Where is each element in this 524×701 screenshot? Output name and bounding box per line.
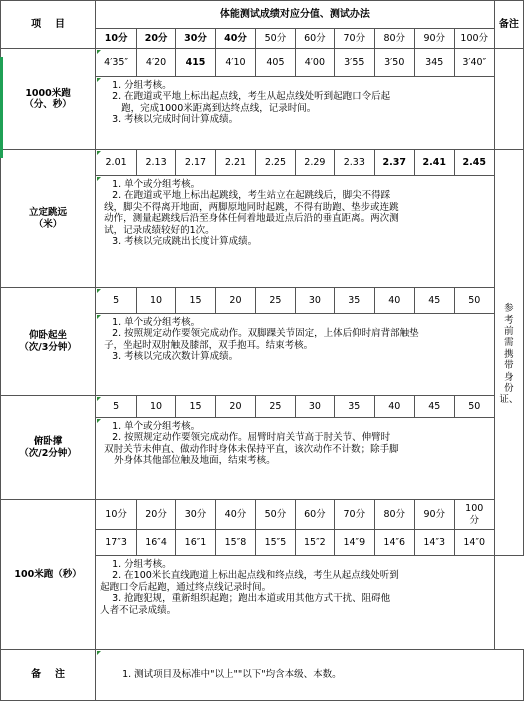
run100-value: 15″2 bbox=[295, 530, 334, 556]
desc-line: 起跑口令后起跑，通过终点线记录时间。 bbox=[100, 581, 272, 593]
side-note: 参 考 前 需 携 带 身 份 证、 bbox=[494, 150, 523, 556]
jump-value: 2.25 bbox=[255, 150, 295, 176]
desc-line: 2. 按照规定动作要领完成动作。双脚踝关节固定，上体后仰时肩背部触垫 bbox=[112, 328, 419, 340]
desc-line: 子，坐起时双肘触及膝部，双手抱耳。结束考核。 bbox=[104, 339, 314, 351]
situp-value: 40 bbox=[374, 288, 414, 314]
run100-value: 14″0 bbox=[454, 530, 494, 556]
situp-value: 45 bbox=[414, 288, 454, 314]
pushup-value: 30 bbox=[295, 396, 334, 418]
run1000-value: 4′35″ bbox=[96, 49, 137, 77]
jump-value: 2.01 bbox=[96, 150, 137, 176]
run100-score: 100分 bbox=[454, 500, 494, 530]
remark-cell bbox=[494, 49, 523, 150]
pushup-value: 40 bbox=[374, 396, 414, 418]
desc-line: 人者不记录成绩。 bbox=[100, 604, 177, 616]
jump-value: 2.21 bbox=[215, 150, 255, 176]
pushup-value: 5 bbox=[96, 396, 137, 418]
situp-value: 5 bbox=[96, 288, 137, 314]
desc-line: 2. 在100米长直线跑道上标出起点线和终点线，考生从起点线处听到 bbox=[112, 570, 399, 582]
score-header: 20分 bbox=[137, 29, 176, 49]
run1000-value: 345 bbox=[414, 49, 454, 77]
pushup-label: 俯卧撑 （次/2分钟） bbox=[1, 396, 96, 500]
score-header: 50分 bbox=[255, 29, 295, 49]
run100-score: 20分 bbox=[137, 500, 176, 530]
desc-line: 试，记录成绩较好的1次。 bbox=[104, 224, 215, 236]
jump-value: 2.13 bbox=[137, 150, 176, 176]
run1000-value: 4′00 bbox=[295, 49, 334, 77]
score-header: 10分 bbox=[96, 29, 137, 49]
situp-value: 30 bbox=[295, 288, 334, 314]
remark-header: 备注 bbox=[494, 1, 523, 49]
run100-value: 14″6 bbox=[374, 530, 414, 556]
desc-line: 2. 在跑道或平地上标出起点线，考生从起点线处听到起跑口令后起 bbox=[112, 91, 391, 103]
jump-value: 2.41 bbox=[414, 150, 454, 176]
desc-line: 跑，完成1000米距离到达终点线，记录时间。 bbox=[121, 102, 317, 114]
jump-description bbox=[96, 176, 495, 288]
run1000-label: 1000米跑 （分、秒） bbox=[1, 49, 96, 150]
situp-value: 25 bbox=[255, 288, 295, 314]
situp-value: 20 bbox=[215, 288, 255, 314]
run1000-value: 4′10 bbox=[215, 49, 255, 77]
desc-line: 3. 考核以完成次数计算成绩。 bbox=[112, 351, 239, 363]
desc-line: 线，脚尖不得离开地面，两脚原地同时起跳，不得有助跑、垫步或连跳 bbox=[104, 201, 399, 213]
run1000-description bbox=[96, 77, 495, 150]
desc-line: 2. 在跑道或平地上标出起跳线，考生站立在起跳线后，脚尖不得踩 bbox=[112, 190, 391, 202]
run100-score: 40分 bbox=[215, 500, 255, 530]
desc-line: 1. 单个或分组考核。 bbox=[112, 421, 201, 432]
pushup-value: 50 bbox=[454, 396, 494, 418]
run1000-value: 3′50 bbox=[374, 49, 414, 77]
pushup-value: 25 bbox=[255, 396, 295, 418]
pushup-value: 35 bbox=[334, 396, 374, 418]
situp-value: 35 bbox=[334, 288, 374, 314]
score-header: 90分 bbox=[414, 29, 454, 49]
situp-value: 50 bbox=[454, 288, 494, 314]
run100-label: 100米跑（秒） bbox=[1, 500, 96, 650]
score-header: 40分 bbox=[215, 29, 255, 49]
jump-value: 2.33 bbox=[334, 150, 374, 176]
run100-score: 30分 bbox=[176, 500, 216, 530]
run1000-value: 405 bbox=[255, 49, 295, 77]
run100-value: 16″1 bbox=[176, 530, 216, 556]
run100-score: 70分 bbox=[334, 500, 374, 530]
pushup-value: 10 bbox=[137, 396, 176, 418]
run100-value: 16″4 bbox=[137, 530, 176, 556]
desc-line: 3. 考核以完成跳出长度计算成绩。 bbox=[112, 235, 258, 247]
run100-score: 90分 bbox=[414, 500, 454, 530]
situp-description bbox=[96, 314, 495, 396]
row-highlight-marker bbox=[0, 57, 3, 158]
score-header: 60分 bbox=[295, 29, 334, 49]
footer-label: 备 注 bbox=[1, 650, 96, 701]
desc-line: 1. 单个或分组考核。 bbox=[112, 179, 201, 190]
run100-score: 10分 bbox=[96, 500, 137, 530]
table-title: 体能测试成绩对应分值、测试办法 bbox=[96, 1, 495, 29]
pushup-value: 15 bbox=[176, 396, 216, 418]
desc-line: 3. 抢跑犯规，重新组织起跑；跑出本道或用其他方式干扰、阻碍他 bbox=[112, 593, 391, 605]
desc-line: 双肘关节未伸直、做动作时身体未保持平直，该次动作不计数；除手脚 bbox=[104, 443, 399, 455]
run100-value: 17″3 bbox=[96, 530, 137, 556]
desc-line: 外身体其他部位触及地面，结束考核。 bbox=[114, 455, 276, 467]
desc-line: 动作，测量起跳线后沿至身体任何着地最近点后沿的垂直距离。两次测 bbox=[104, 213, 399, 225]
jump-value: 2.29 bbox=[295, 150, 334, 176]
run1000-value: 3′40″ bbox=[454, 49, 494, 77]
desc-line: 1. 分组考核。 bbox=[112, 559, 172, 570]
desc-line: 2. 按照规定动作要领完成动作。屈臂时肩关节高于肘关节、伸臂时 bbox=[112, 432, 391, 444]
desc-line: 1. 分组考核。 bbox=[112, 80, 172, 91]
item-header: 项 目 bbox=[1, 1, 96, 49]
situp-value: 15 bbox=[176, 288, 216, 314]
jump-value: 2.45 bbox=[454, 150, 494, 176]
situp-value: 10 bbox=[137, 288, 176, 314]
run100-description bbox=[96, 556, 495, 650]
run100-score: 80分 bbox=[374, 500, 414, 530]
jump-value: 2.37 bbox=[374, 150, 414, 176]
score-header: 70分 bbox=[334, 29, 374, 49]
run1000-value: 415 bbox=[176, 49, 216, 77]
desc-line: 1. 单个或分组考核。 bbox=[112, 317, 201, 328]
footer-note: 1. 测试项目及标准中"以上""以下"均含本级、本数。 bbox=[96, 650, 524, 701]
situp-label: 仰卧起坐 （次/3分钟） bbox=[1, 288, 96, 396]
score-header: 80分 bbox=[374, 29, 414, 49]
run100-value: 14″9 bbox=[334, 530, 374, 556]
score-header: 30分 bbox=[176, 29, 216, 49]
run100-score: 60分 bbox=[295, 500, 334, 530]
run100-value: 15″5 bbox=[255, 530, 295, 556]
run1000-value: 3′55 bbox=[334, 49, 374, 77]
desc-line: 3. 考核以完成时间计算成绩。 bbox=[112, 114, 239, 126]
run1000-value: 4′20 bbox=[137, 49, 176, 77]
run100-value: 15″8 bbox=[215, 530, 255, 556]
jump-value: 2.17 bbox=[176, 150, 216, 176]
run100-score: 50分 bbox=[255, 500, 295, 530]
pushup-description bbox=[96, 418, 495, 500]
jump-label: 立定跳远 （米） bbox=[1, 150, 96, 288]
score-header: 100分 bbox=[454, 29, 494, 49]
pushup-value: 20 bbox=[215, 396, 255, 418]
pushup-value: 45 bbox=[414, 396, 454, 418]
run100-value: 14″3 bbox=[414, 530, 454, 556]
